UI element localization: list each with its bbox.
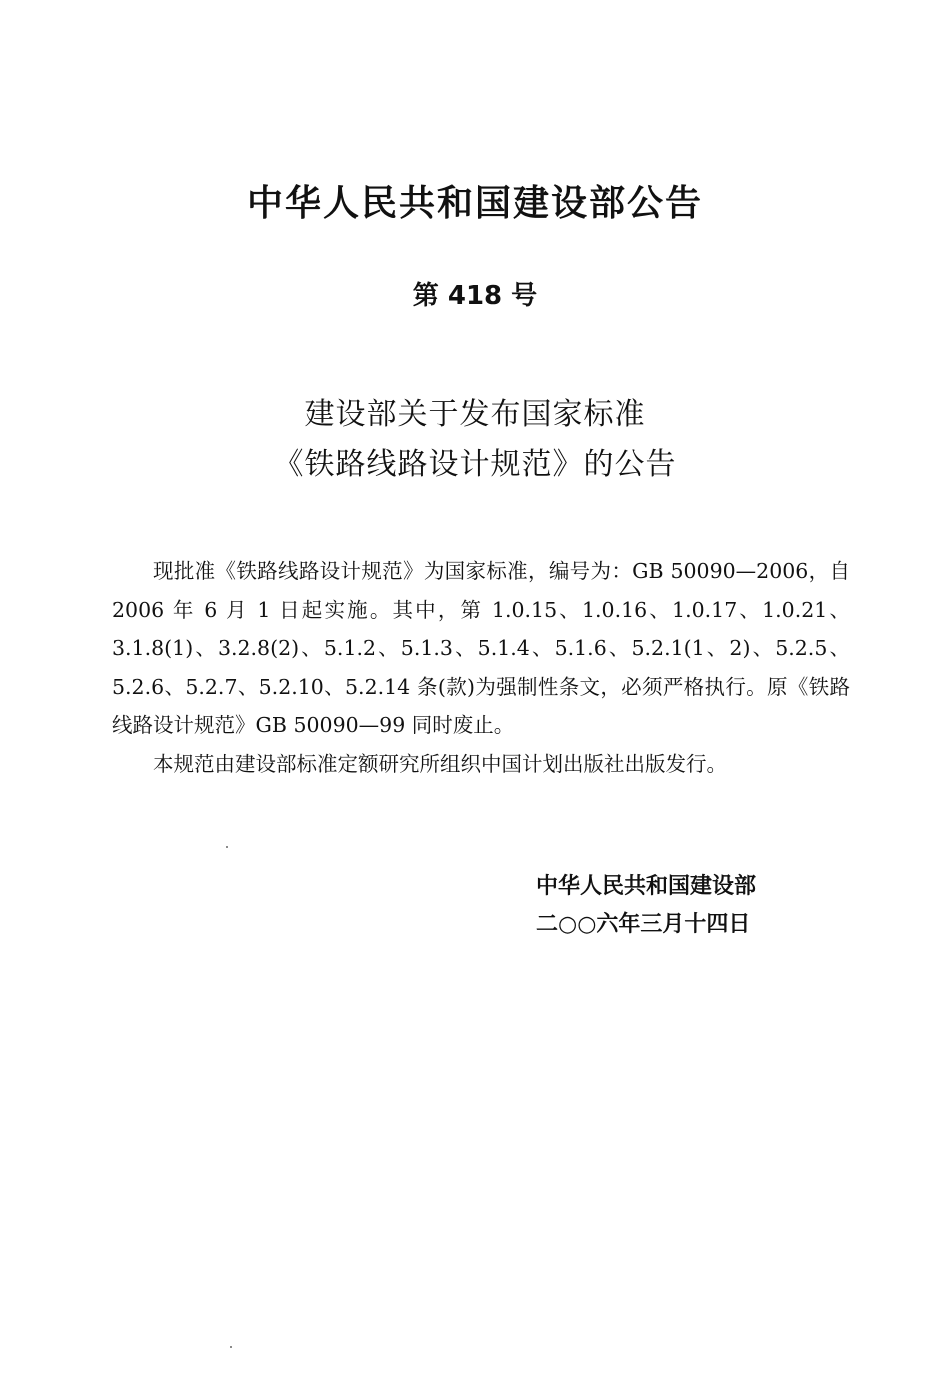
subject-line-2: 《铁路线路设计规范》的公告 [273,447,677,482]
announcement-body [112,552,850,783]
announcement-title: 中华人民共和国建设部公告 [246,183,703,224]
issue-date: 二○○六年三月十四日 [536,912,751,937]
body-paragraph-2: 本规范由建设部标准定额研究所组织中国计划出版社出版发行。 [153,751,727,776]
subject-line-1: 建设部关于发布国家标准 [304,397,646,432]
signature-block [536,868,756,944]
announcement-number: 第 418 号 [412,281,538,311]
issuer-name: 中华人民共和国建设部 [536,874,757,899]
scan-speck [230,1346,232,1348]
announcement-subject [0,390,950,490]
scan-speck [226,846,228,848]
body-paragraph-1: 现批准《铁路线路设计规范》为国家标准，编号为：GB 50090—2006，自 2006 年 6 月 1 日起实施。其中，第 1.0.15、1.0.16、1.0.17、1.0.21、3.1.8(1)、3.2.8(2)、5.1.2、5.1.3、5.1.4、5.1.6、5.2.1(1、2)、5.2.5、5.2.6、5.2.7、5.2.10、5.2.14 条(款)为强制性条文，必须严格执行。原《铁路线路设计规范》GB 50090—99 同时废止。 [112,559,850,737]
